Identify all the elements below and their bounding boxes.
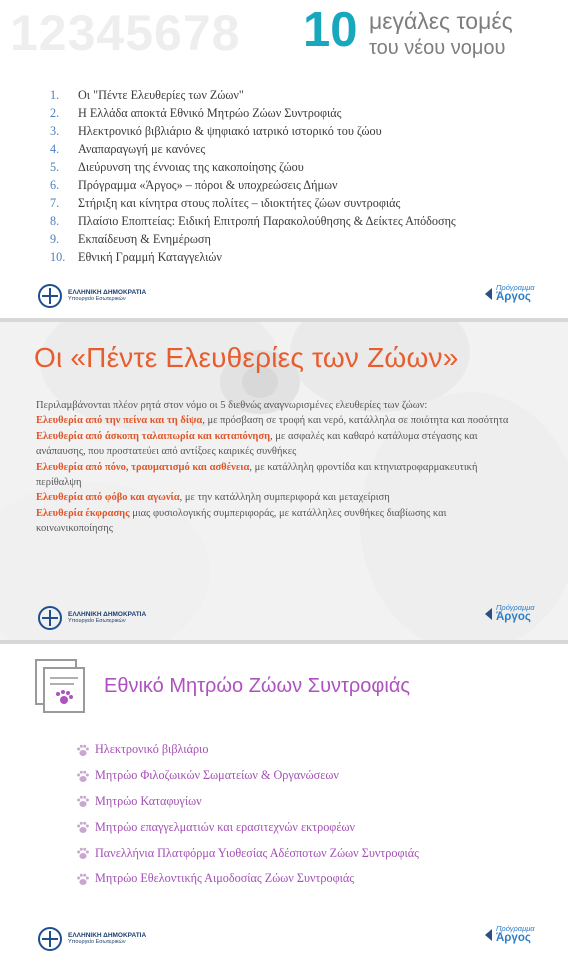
freedom-bold: Ελευθερία από πόνο, τραυματισμό και ασθένεια xyxy=(36,461,250,473)
greek-emblem-icon xyxy=(38,284,62,308)
list-text: Πρόγραμμα «Άργος» – πόροι & υποχρεώσεις Δήμων xyxy=(78,178,338,193)
list-number: 7. xyxy=(50,196,60,211)
list-text: Στήριξη και κίνητρα στους πολίτες – ιδιοκτήτες ζώων συντροφιάς xyxy=(78,196,401,211)
registry-list xyxy=(76,737,419,892)
list-number: 6. xyxy=(50,178,60,193)
greek-emblem-icon xyxy=(38,927,62,951)
government-logo xyxy=(38,927,146,951)
list-text: Εθνική Γραμμή Καταγγελιών xyxy=(78,250,222,265)
paw-icon xyxy=(76,769,90,783)
registry-item-text: Μητρώο επαγγελματιών και ερασιτεχνών εκτροφέων xyxy=(95,819,355,834)
argos-logo xyxy=(483,284,535,303)
list-item xyxy=(50,231,456,249)
list-text: Αναπαραγωγή με κανόνες xyxy=(78,141,206,156)
argos-mark-icon xyxy=(483,285,493,303)
list-item xyxy=(50,213,456,231)
list-number: 3. xyxy=(50,123,60,138)
gov-name: ΕΛΛΗΝΙΚΗ ΔΗΜΟΚΡΑΤΙΑ xyxy=(68,288,147,296)
list-text: Εκπαίδευση & Ενημέρωση xyxy=(78,232,211,247)
argos-name: Άργος xyxy=(496,610,531,623)
list-text: Οι "Πέντε Ελευθερίες των Ζώων" xyxy=(78,87,244,102)
slide2-title: Οι «Πέντε Ελευθερίες των Ζώων» xyxy=(34,342,459,373)
big-number-ten: 10 xyxy=(303,3,358,57)
argos-logo xyxy=(483,604,535,623)
government-logo xyxy=(38,606,146,630)
registry-item-text: Ηλεκτρονικό βιβλιάριο xyxy=(95,742,209,757)
ministry-name: Υπουργείο Εσωτερικών xyxy=(68,295,126,302)
list-number: 2. xyxy=(50,105,60,120)
paw-icon xyxy=(76,794,90,808)
list-number: 8. xyxy=(50,214,60,229)
list-item xyxy=(76,866,419,892)
argos-mark-icon xyxy=(483,605,493,623)
freedom-rest: , με πρόσβαση σε τροφή και νερό, κατάλληλα σε ποιότητα και ποσότητα xyxy=(202,415,509,427)
freedom-bold: Ελευθερία από άσκοπη ταλαιπωρία και καταπόνηση xyxy=(36,430,271,442)
registry-item-text: Μητρώο Καταφυγίων xyxy=(95,793,202,808)
list-item xyxy=(50,122,456,140)
list-item xyxy=(76,814,419,840)
slide3-title: Εθνικό Μητρώο Ζώων Συντροφιάς xyxy=(104,675,411,697)
list-item xyxy=(50,195,456,213)
freedom-rest: μιας φυσιολογικής συμπεριφοράς, με κατάλληλες συνθήκες διαβίωσης και κοινωνικοποίησης xyxy=(36,507,447,535)
list-number: 10. xyxy=(50,250,66,265)
argos-program-label: Πρόγραμμα xyxy=(496,283,535,292)
freedoms-text xyxy=(36,398,524,537)
paw-icon xyxy=(76,743,90,757)
ministry-name: Υπουργείο Εσωτερικών xyxy=(68,938,126,945)
list-text: Πλαίσιο Εποπτείας: Ειδική Επιτροπή Παρακολούθησης & Δείκτες Απόδοσης xyxy=(78,214,456,229)
list-number: 1. xyxy=(50,87,60,102)
list-text: Ηλεκτρονικό βιβλιάριο & ψηφιακό ιατρικό ιστορικό του ζώου xyxy=(78,123,382,138)
list-number: 9. xyxy=(50,232,60,247)
list-text: Διεύρυνση της έννοιας της κακοποίησης ζώου xyxy=(78,159,304,174)
freedom-bold: Ελευθερία από την πείνα και τη δίψα xyxy=(36,415,203,427)
slide-national-registry xyxy=(0,644,568,960)
slide1-title-line2: του νέου νομου xyxy=(369,37,506,59)
government-logo xyxy=(38,284,146,308)
paw-icon xyxy=(76,846,90,860)
freedoms-intro: Περιλαμβάνονται πλέον ρητά στον νόμο οι 5 διεθνώς αναγνωρισμένες ελευθερίες των ζώων: xyxy=(36,400,428,411)
list-number: 4. xyxy=(50,141,60,156)
paw-icon xyxy=(76,872,90,886)
list-item xyxy=(76,840,419,866)
argos-name: Άργος xyxy=(496,290,531,303)
list-item xyxy=(76,763,419,789)
list-item xyxy=(50,86,456,104)
freedom-rest: , με την κατάλληλη συμπεριφορά και μεταχείριση xyxy=(179,492,390,504)
paw-icon xyxy=(76,820,90,834)
argos-mark-icon xyxy=(483,926,493,944)
list-item xyxy=(50,249,456,267)
registry-item-text: Μητρώο Εθελοντικής Αιμοδοσίας Ζώων Συντροφιάς xyxy=(95,871,355,886)
list-item xyxy=(76,737,419,763)
list-item xyxy=(50,158,456,176)
freedom-rest: , με ασφαλές και καθαρό κατάλυμα στέγασης και ανάπαυσης, που προστατεύει από αντίξοες καιρικές συνθήκες xyxy=(36,430,478,458)
gov-name: ΕΛΛΗΝΙΚΗ ΔΗΜΟΚΡΑΤΙΑ xyxy=(68,931,147,939)
greek-emblem-icon xyxy=(38,606,62,630)
list-number: 5. xyxy=(50,159,60,174)
list-item xyxy=(76,789,419,815)
freedom-bold: Ελευθερία από φόβο και αγωνία xyxy=(36,492,180,504)
freedom-bold: Ελευθερία έκφρασης xyxy=(36,507,130,519)
slide-five-freedoms xyxy=(0,322,568,640)
background-digits: 12345678 xyxy=(10,5,241,61)
gov-name: ΕΛΛΗΝΙΚΗ ΔΗΜΟΚΡΑΤΙΑ xyxy=(68,610,147,618)
slide1-title-line1: μεγάλες τομές xyxy=(369,8,513,34)
list-item xyxy=(50,140,456,158)
list-text: Η Ελλάδα αποκτά Εθνικό Μητρώο Ζώων Συντροφιάς xyxy=(78,105,342,120)
ministry-name: Υπουργείο Εσωτερικών xyxy=(68,617,126,624)
freedom-rest: , με κατάλληλη φροντίδα και κτηνιατροφαρμακευτική περίθαλψη xyxy=(36,461,478,489)
reforms-list xyxy=(50,86,456,267)
registry-item-text: Πανελλήνια Πλατφόρμα Υιοθεσίας Αδέσποτων Ζώων Συντροφιάς xyxy=(95,845,419,860)
slide-ten-reforms xyxy=(0,0,568,318)
list-item xyxy=(50,104,456,122)
argos-program-label: Πρόγραμμα xyxy=(496,924,535,933)
registry-item-text: Μητρώο Φιλοζωικών Σωματείων & Οργανώσεων xyxy=(95,768,339,783)
argos-program-label: Πρόγραμμα xyxy=(496,603,535,612)
list-item xyxy=(50,176,456,194)
registry-document-icon xyxy=(34,658,92,720)
argos-name: Άργος xyxy=(496,931,531,944)
argos-logo xyxy=(483,925,535,944)
